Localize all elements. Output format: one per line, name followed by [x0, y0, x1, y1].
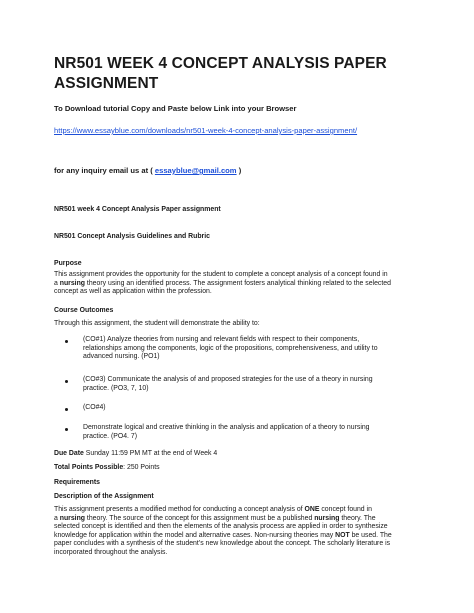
outcome-line: advanced nursing. (PO1) — [83, 353, 160, 361]
description-emphasis: nursing — [59, 514, 86, 522]
total-points — [54, 464, 160, 473]
description-emphasis: ONE — [304, 506, 320, 513]
description-text: be used. The — [349, 531, 392, 539]
purpose-line-3: concept as well as application within the profession. — [54, 288, 212, 296]
purpose-line-1: This assignment provides the opportunity for the student to complete a concept analysis of a concept found in — [54, 271, 388, 278]
description-line — [54, 506, 464, 515]
purpose-text: theory using an identified process. The assignment fosters analytical thinking related to the selected — [85, 279, 391, 287]
download-instruction: To Download tutorial Copy and Paste below Link into your Browser — [54, 104, 297, 113]
document-title — [54, 54, 434, 94]
guidelines-heading: NR501 Concept Analysis Guidelines and Rubric — [54, 233, 210, 240]
outcome-item — [83, 336, 463, 362]
title-line-1: NR501 WEEK 4 CONCEPT ANALYSIS PAPER — [54, 55, 387, 72]
total-points-value: : 250 Points — [123, 464, 160, 471]
due-date — [54, 450, 217, 459]
description-text: concept found in — [319, 506, 372, 513]
outcome-item — [83, 404, 106, 413]
description-line: selected concept is identified and then the elements of the analysis process are applied in order to synthesize — [54, 523, 388, 531]
outcome-line: practice. (PO3, 7, 10) — [83, 384, 149, 392]
description-line: paper concludes with a synthesis of the student’s new knowledge about the concept. The scholarly literature is — [54, 540, 391, 548]
purpose-emphasis: nursing — [59, 279, 86, 287]
inquiry-line — [54, 166, 241, 175]
description-line: incorporated throughout the analysis. — [54, 548, 168, 556]
outcome-line: Demonstrate logical and creative thinking in the analysis and application of a theory to nursing — [83, 424, 370, 431]
description-text: knowledge for application within the model and alternative cases. Non-nursing theories may — [54, 531, 336, 539]
requirements-heading: Requirements — [54, 479, 100, 486]
outcome-line: (CO#4) — [83, 404, 106, 411]
download-link[interactable]: https://www.essayblue.com/downloads/nr501-week-4-concept-analysis-paper-assignment/ — [54, 126, 358, 135]
outcome-line: practice. (PO4. 7) — [83, 432, 137, 440]
description-text: a — [54, 514, 60, 522]
outcome-line: (CO#3) Communicate the analysis of and proposed strategies for the use of a theory in nursing — [83, 376, 373, 383]
description-paragraph — [54, 506, 464, 558]
description-text: This assignment presents a modified method for conducting a concept analysis of — [54, 506, 305, 513]
purpose-text: a — [54, 279, 60, 287]
purpose-heading: Purpose — [54, 260, 82, 267]
outcome-line: relationships among the components, logic of the propositions, comprehensiveness, and utility to — [83, 344, 378, 352]
due-date-value: Sunday 11:59 PM MT at the end of Week 4 — [83, 450, 218, 457]
description-text: theory. The source of the concept for this assignment must be a published — [85, 514, 315, 522]
bullet-dot — [65, 380, 68, 383]
subtitle: NR501 week 4 Concept Analysis Paper assignment — [54, 206, 221, 213]
description-emphasis: nursing — [314, 514, 340, 522]
inquiry-email-link[interactable]: essayblue@gmail.com — [154, 166, 237, 175]
bullet-dot — [65, 428, 68, 431]
title-line-2: ASSIGNMENT — [54, 75, 159, 92]
description-line — [54, 532, 464, 541]
outcome-item — [83, 376, 463, 393]
description-text: theory. The — [339, 514, 376, 522]
description-line — [54, 515, 464, 524]
total-points-label: Total Points Possible — [54, 464, 124, 471]
outcomes-intro: Through this assignment, the student will demonstrate the ability to: — [54, 320, 260, 327]
due-date-label: Due Date — [54, 450, 84, 457]
purpose-line-2 — [54, 280, 454, 289]
description-emphasis: NOT — [335, 531, 350, 539]
course-outcomes-heading: Course Outcomes — [54, 307, 114, 314]
outcome-item — [83, 424, 463, 441]
inquiry-prefix: for any inquiry email us at ( — [54, 166, 153, 175]
bullet-dot — [65, 340, 68, 343]
description-heading: Description of the Assignment — [54, 493, 154, 500]
purpose-paragraph — [54, 271, 454, 297]
outcome-line: (CO#1) Analyze theories from nursing and relevant fields with respect to their components, — [83, 336, 360, 343]
bullet-dot — [65, 408, 68, 411]
inquiry-suffix: ) — [238, 166, 242, 175]
